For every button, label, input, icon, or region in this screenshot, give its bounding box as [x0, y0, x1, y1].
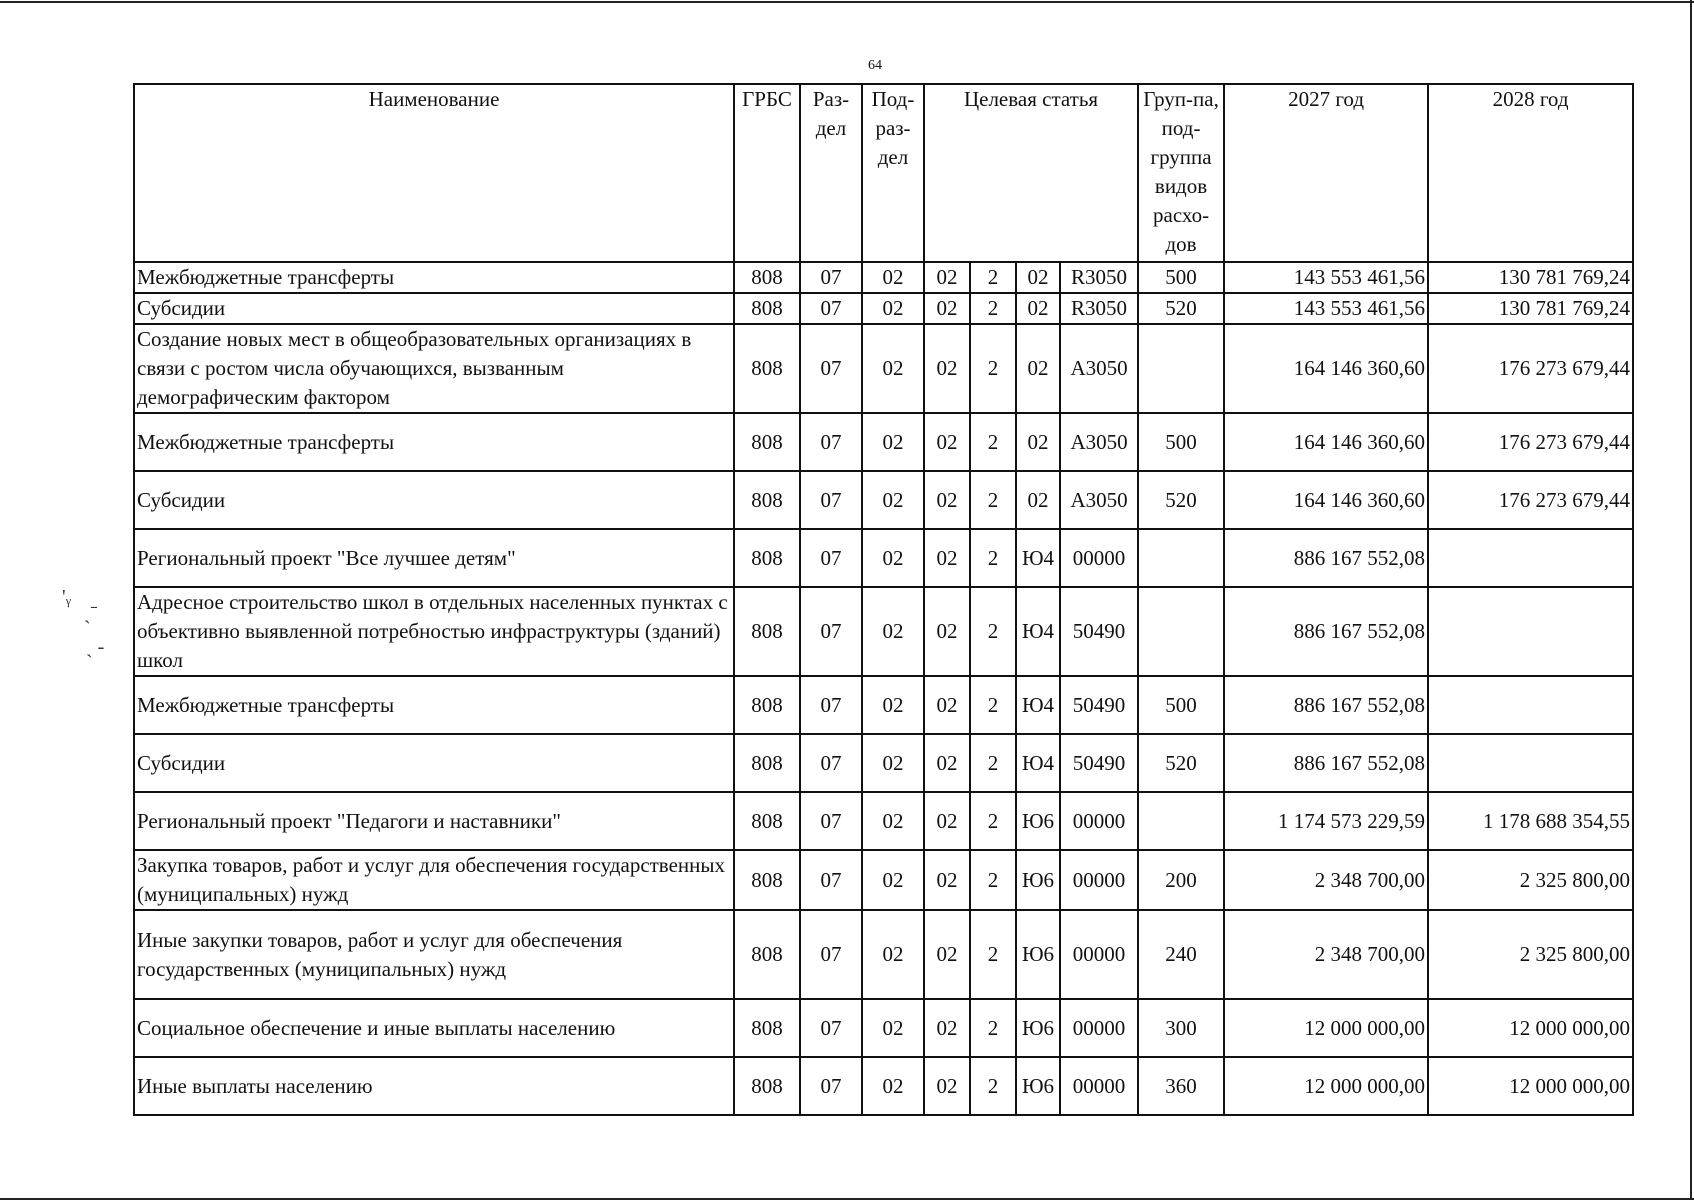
row-amount-2027: 12 000 000,00: [1224, 999, 1428, 1057]
row-subsection: 02: [862, 910, 924, 999]
row-target-program: 02: [924, 413, 970, 471]
row-section: 07: [800, 587, 862, 676]
row-target-direction: А3050: [1060, 413, 1138, 471]
row-name: Социальное обеспечение и иные выплаты населению: [134, 999, 734, 1057]
row-amount-2028: [1428, 529, 1633, 587]
row-target-program: 02: [924, 734, 970, 792]
row-target-type: 2: [970, 792, 1016, 850]
table-row: [134, 587, 1633, 676]
row-amount-2028: 176 273 679,44: [1428, 413, 1633, 471]
row-name: Межбюджетные трансферты: [134, 262, 734, 293]
row-target-subprogram: Ю6: [1016, 792, 1060, 850]
row-subsection: 02: [862, 262, 924, 293]
margin-mark: 'ᵧ: [62, 586, 71, 608]
row-name: Иные выплаты населению: [134, 1057, 734, 1115]
row-target-direction: А3050: [1060, 324, 1138, 413]
row-amount-2028: 130 781 769,24: [1428, 293, 1633, 324]
row-target-program: 02: [924, 471, 970, 529]
row-target-program: 02: [924, 1057, 970, 1115]
row-grbs: 808: [734, 1057, 800, 1115]
header-section: Раз-дел: [800, 84, 862, 262]
header-target-article: Целевая статья: [924, 84, 1138, 262]
row-name: Адресное строительство школ в отдельных населенных пунктах с объективно выявленной потребностью инфраструктуры (зданий) школ: [134, 587, 734, 676]
row-subsection: 02: [862, 734, 924, 792]
row-target-direction: 50490: [1060, 734, 1138, 792]
row-expense-group: 240: [1138, 910, 1224, 999]
row-target-direction: А3050: [1060, 471, 1138, 529]
margin-handwritten-marks: [62, 580, 122, 660]
row-target-subprogram: Ю6: [1016, 999, 1060, 1057]
row-amount-2027: 2 348 700,00: [1224, 910, 1428, 999]
row-amount-2028: 12 000 000,00: [1428, 999, 1633, 1057]
row-target-type: 2: [970, 413, 1016, 471]
table-row: [134, 850, 1633, 910]
row-target-subprogram: Ю6: [1016, 1057, 1060, 1115]
table-row: [134, 1057, 1633, 1115]
header-year-2027: 2027 год: [1224, 84, 1428, 262]
row-amount-2027: 164 146 360,60: [1224, 413, 1428, 471]
row-grbs: 808: [734, 792, 800, 850]
row-target-subprogram: Ю4: [1016, 587, 1060, 676]
header-expense-group: Груп-па, под-группа видов расхо-дов: [1138, 84, 1224, 262]
row-expense-group: 500: [1138, 676, 1224, 734]
row-expense-group: 520: [1138, 734, 1224, 792]
row-target-type: 2: [970, 293, 1016, 324]
row-amount-2028: [1428, 734, 1633, 792]
row-subsection: 02: [862, 999, 924, 1057]
row-target-type: 2: [970, 471, 1016, 529]
row-subsection: 02: [862, 413, 924, 471]
row-expense-group: 520: [1138, 471, 1224, 529]
row-target-subprogram: Ю4: [1016, 734, 1060, 792]
row-amount-2028: 176 273 679,44: [1428, 324, 1633, 413]
table-row: [134, 293, 1633, 324]
row-target-program: 02: [924, 850, 970, 910]
table-row: [134, 471, 1633, 529]
row-target-subprogram: 02: [1016, 471, 1060, 529]
row-target-subprogram: 02: [1016, 324, 1060, 413]
row-grbs: 808: [734, 471, 800, 529]
row-amount-2028: 12 000 000,00: [1428, 1057, 1633, 1115]
margin-mark: ˎˉ: [84, 602, 98, 624]
table-row: [134, 999, 1633, 1057]
row-target-type: 2: [970, 262, 1016, 293]
row-target-program: 02: [924, 293, 970, 324]
row-name: Межбюджетные трансферты: [134, 413, 734, 471]
row-target-subprogram: 02: [1016, 293, 1060, 324]
row-section: 07: [800, 471, 862, 529]
row-target-program: 02: [924, 792, 970, 850]
row-target-type: 2: [970, 587, 1016, 676]
row-target-direction: 00000: [1060, 792, 1138, 850]
row-target-direction: 50490: [1060, 587, 1138, 676]
row-target-direction: 00000: [1060, 850, 1138, 910]
row-name: Иные закупки товаров, работ и услуг для обеспечения государственных (муниципальных) нужд: [134, 910, 734, 999]
row-grbs: 808: [734, 413, 800, 471]
row-name: Межбюджетные трансферты: [134, 676, 734, 734]
page-frame-top: [0, 1, 1694, 3]
table-row: [134, 792, 1633, 850]
row-target-type: 2: [970, 734, 1016, 792]
row-name: Создание новых мест в общеобразовательных организациях в связи с ростом числа обучающихся, вызванным демографическим фактором: [134, 324, 734, 413]
row-target-type: 2: [970, 529, 1016, 587]
row-amount-2027: 886 167 552,08: [1224, 676, 1428, 734]
budget-table: [133, 83, 1634, 1116]
row-target-type: 2: [970, 324, 1016, 413]
row-grbs: 808: [734, 324, 800, 413]
row-amount-2028: 2 325 800,00: [1428, 850, 1633, 910]
row-name: Региональный проект "Все лучшее детям": [134, 529, 734, 587]
row-amount-2027: 164 146 360,60: [1224, 471, 1428, 529]
row-target-program: 02: [924, 262, 970, 293]
row-expense-group: [1138, 792, 1224, 850]
row-section: 07: [800, 293, 862, 324]
table-header-row: [134, 84, 1633, 262]
row-target-type: 2: [970, 1057, 1016, 1115]
row-target-program: 02: [924, 529, 970, 587]
row-expense-group: 200: [1138, 850, 1224, 910]
row-section: 07: [800, 1057, 862, 1115]
row-target-type: 2: [970, 850, 1016, 910]
table-row: [134, 910, 1633, 999]
row-expense-group: 500: [1138, 413, 1224, 471]
row-name: Субсидии: [134, 471, 734, 529]
row-subsection: 02: [862, 792, 924, 850]
row-amount-2028: 2 325 800,00: [1428, 910, 1633, 999]
row-expense-group: [1138, 529, 1224, 587]
row-grbs: 808: [734, 910, 800, 999]
row-grbs: 808: [734, 262, 800, 293]
row-subsection: 02: [862, 293, 924, 324]
row-expense-group: 520: [1138, 293, 1224, 324]
row-section: 07: [800, 324, 862, 413]
margin-mark: ˎ -: [86, 636, 105, 658]
row-subsection: 02: [862, 587, 924, 676]
row-target-subprogram: 02: [1016, 413, 1060, 471]
row-target-type: 2: [970, 910, 1016, 999]
table-row: [134, 324, 1633, 413]
row-amount-2028: 176 273 679,44: [1428, 471, 1633, 529]
page-number: 64: [868, 58, 882, 73]
row-subsection: 02: [862, 676, 924, 734]
row-target-direction: 00000: [1060, 999, 1138, 1057]
row-subsection: 02: [862, 529, 924, 587]
row-amount-2027: 2 348 700,00: [1224, 850, 1428, 910]
row-target-direction: 00000: [1060, 529, 1138, 587]
table-row: [134, 413, 1633, 471]
row-expense-group: [1138, 324, 1224, 413]
row-target-program: 02: [924, 910, 970, 999]
row-target-subprogram: Ю4: [1016, 529, 1060, 587]
row-grbs: 808: [734, 676, 800, 734]
row-subsection: 02: [862, 850, 924, 910]
row-section: 07: [800, 734, 862, 792]
row-target-type: 2: [970, 999, 1016, 1057]
row-amount-2028: 1 178 688 354,55: [1428, 792, 1633, 850]
header-year-2028: 2028 год: [1428, 84, 1633, 262]
row-grbs: 808: [734, 529, 800, 587]
row-target-subprogram: 02: [1016, 262, 1060, 293]
row-target-direction: R3050: [1060, 262, 1138, 293]
row-grbs: 808: [734, 734, 800, 792]
row-amount-2027: 143 553 461,56: [1224, 262, 1428, 293]
row-section: 07: [800, 676, 862, 734]
row-grbs: 808: [734, 999, 800, 1057]
page-frame-right: [1690, 0, 1692, 1200]
row-amount-2027: 886 167 552,08: [1224, 587, 1428, 676]
row-target-program: 02: [924, 324, 970, 413]
row-target-direction: 50490: [1060, 676, 1138, 734]
row-amount-2027: 12 000 000,00: [1224, 1057, 1428, 1115]
row-name: Субсидии: [134, 734, 734, 792]
row-target-subprogram: Ю6: [1016, 910, 1060, 999]
row-name: Субсидии: [134, 293, 734, 324]
row-section: 07: [800, 413, 862, 471]
row-section: 07: [800, 910, 862, 999]
row-expense-group: 360: [1138, 1057, 1224, 1115]
row-amount-2028: 130 781 769,24: [1428, 262, 1633, 293]
row-target-program: 02: [924, 999, 970, 1057]
row-expense-group: 300: [1138, 999, 1224, 1057]
row-section: 07: [800, 529, 862, 587]
header-subsection: Под-раз-дел: [862, 84, 924, 262]
row-section: 07: [800, 262, 862, 293]
table-row: [134, 262, 1633, 293]
row-section: 07: [800, 850, 862, 910]
row-target-type: 2: [970, 676, 1016, 734]
row-target-subprogram: Ю4: [1016, 676, 1060, 734]
table-row: [134, 676, 1633, 734]
row-grbs: 808: [734, 293, 800, 324]
row-name: Закупка товаров, работ и услуг для обеспечения государственных (муниципальных) нужд: [134, 850, 734, 910]
row-amount-2028: [1428, 676, 1633, 734]
row-amount-2027: 886 167 552,08: [1224, 734, 1428, 792]
row-target-direction: 00000: [1060, 910, 1138, 999]
row-grbs: 808: [734, 850, 800, 910]
table-row: [134, 529, 1633, 587]
row-name: Региональный проект "Педагоги и наставники": [134, 792, 734, 850]
row-expense-group: [1138, 587, 1224, 676]
row-section: 07: [800, 999, 862, 1057]
row-amount-2027: 164 146 360,60: [1224, 324, 1428, 413]
row-section: 07: [800, 792, 862, 850]
table-row: [134, 734, 1633, 792]
row-subsection: 02: [862, 471, 924, 529]
row-amount-2027: 143 553 461,56: [1224, 293, 1428, 324]
row-amount-2028: [1428, 587, 1633, 676]
row-target-program: 02: [924, 587, 970, 676]
row-target-program: 02: [924, 676, 970, 734]
row-subsection: 02: [862, 324, 924, 413]
row-amount-2027: 1 174 573 229,59: [1224, 792, 1428, 850]
row-target-direction: R3050: [1060, 293, 1138, 324]
row-subsection: 02: [862, 1057, 924, 1115]
header-grbs: ГРБС: [734, 84, 800, 262]
row-target-direction: 00000: [1060, 1057, 1138, 1115]
header-name: Наименование: [134, 84, 734, 262]
row-grbs: 808: [734, 587, 800, 676]
row-target-subprogram: Ю6: [1016, 850, 1060, 910]
row-expense-group: 500: [1138, 262, 1224, 293]
row-amount-2027: 886 167 552,08: [1224, 529, 1428, 587]
